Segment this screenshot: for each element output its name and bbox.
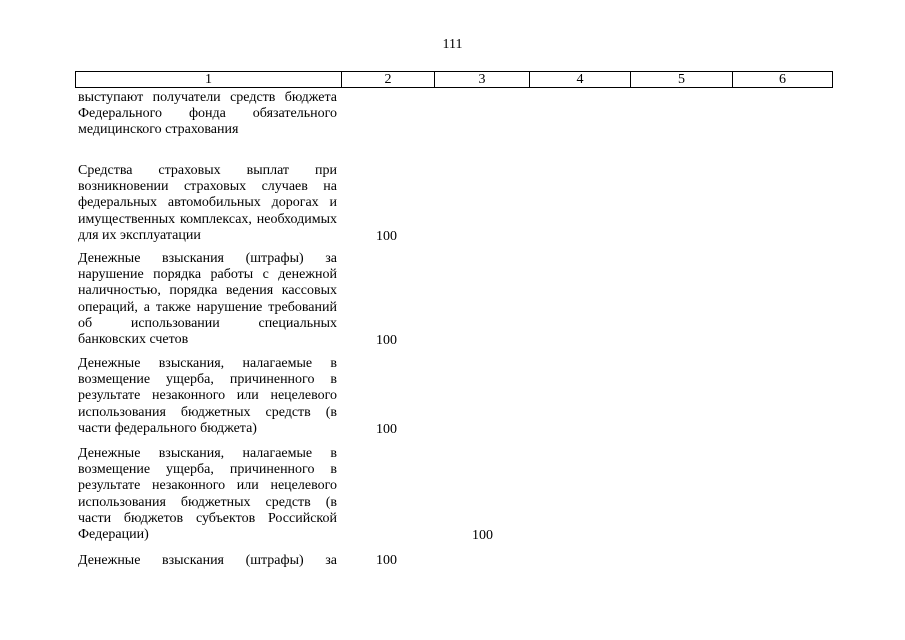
row-value-col2: 100 [376, 229, 397, 244]
row-description: Денежные взыскания, налагаемые в возмещение ущерба, причиненного в результате незаконного или нецелевого использования бюджетных средств (в части федерального бюджета) [78, 356, 337, 436]
table-header [75, 71, 833, 88]
table-row [75, 446, 833, 544]
column-header-2: 2 [342, 72, 435, 87]
column-header-4: 4 [530, 72, 631, 87]
row-description: Средства страховых выплат при возникновении страховых случаев на федеральных автомобильных дорогах и имущественных комплексах, необходимых для их эксплуатации [78, 163, 337, 243]
row-description: Денежные взыскания (штрафы) за [78, 553, 337, 568]
column-header-3: 3 [435, 72, 530, 87]
column-header-6: 6 [779, 72, 786, 87]
table-row [75, 553, 833, 571]
column-header-1: 1 [76, 72, 342, 87]
row-value-col2: 100 [376, 553, 397, 568]
table-row [75, 251, 833, 349]
page-number: 111 [442, 37, 463, 52]
column-header-5: 5 [631, 72, 733, 87]
row-description: Денежные взыскания (штрафы) за нарушение порядка работы с денежной наличностью, порядка ведения кассовых операций, а также нарушение требований об использовании специальных банковских счетов [78, 251, 337, 348]
row-description: Денежные взыскания, налагаемые в возмещение ущерба, причиненного в результате незаконного или нецелевого использования бюджетных средств (в части бюджетов субъектов Российской Федерации) [78, 446, 337, 543]
table-row [75, 356, 833, 438]
table-row [75, 90, 833, 156]
table-row [75, 163, 833, 245]
row-value-col2: 100 [376, 333, 397, 348]
row-description: выступают получатели средств бюджета Федерального фонда обязательного медицинского страхования [78, 90, 337, 138]
row-value-col3: 100 [472, 528, 493, 543]
row-value-col2: 100 [376, 422, 397, 437]
